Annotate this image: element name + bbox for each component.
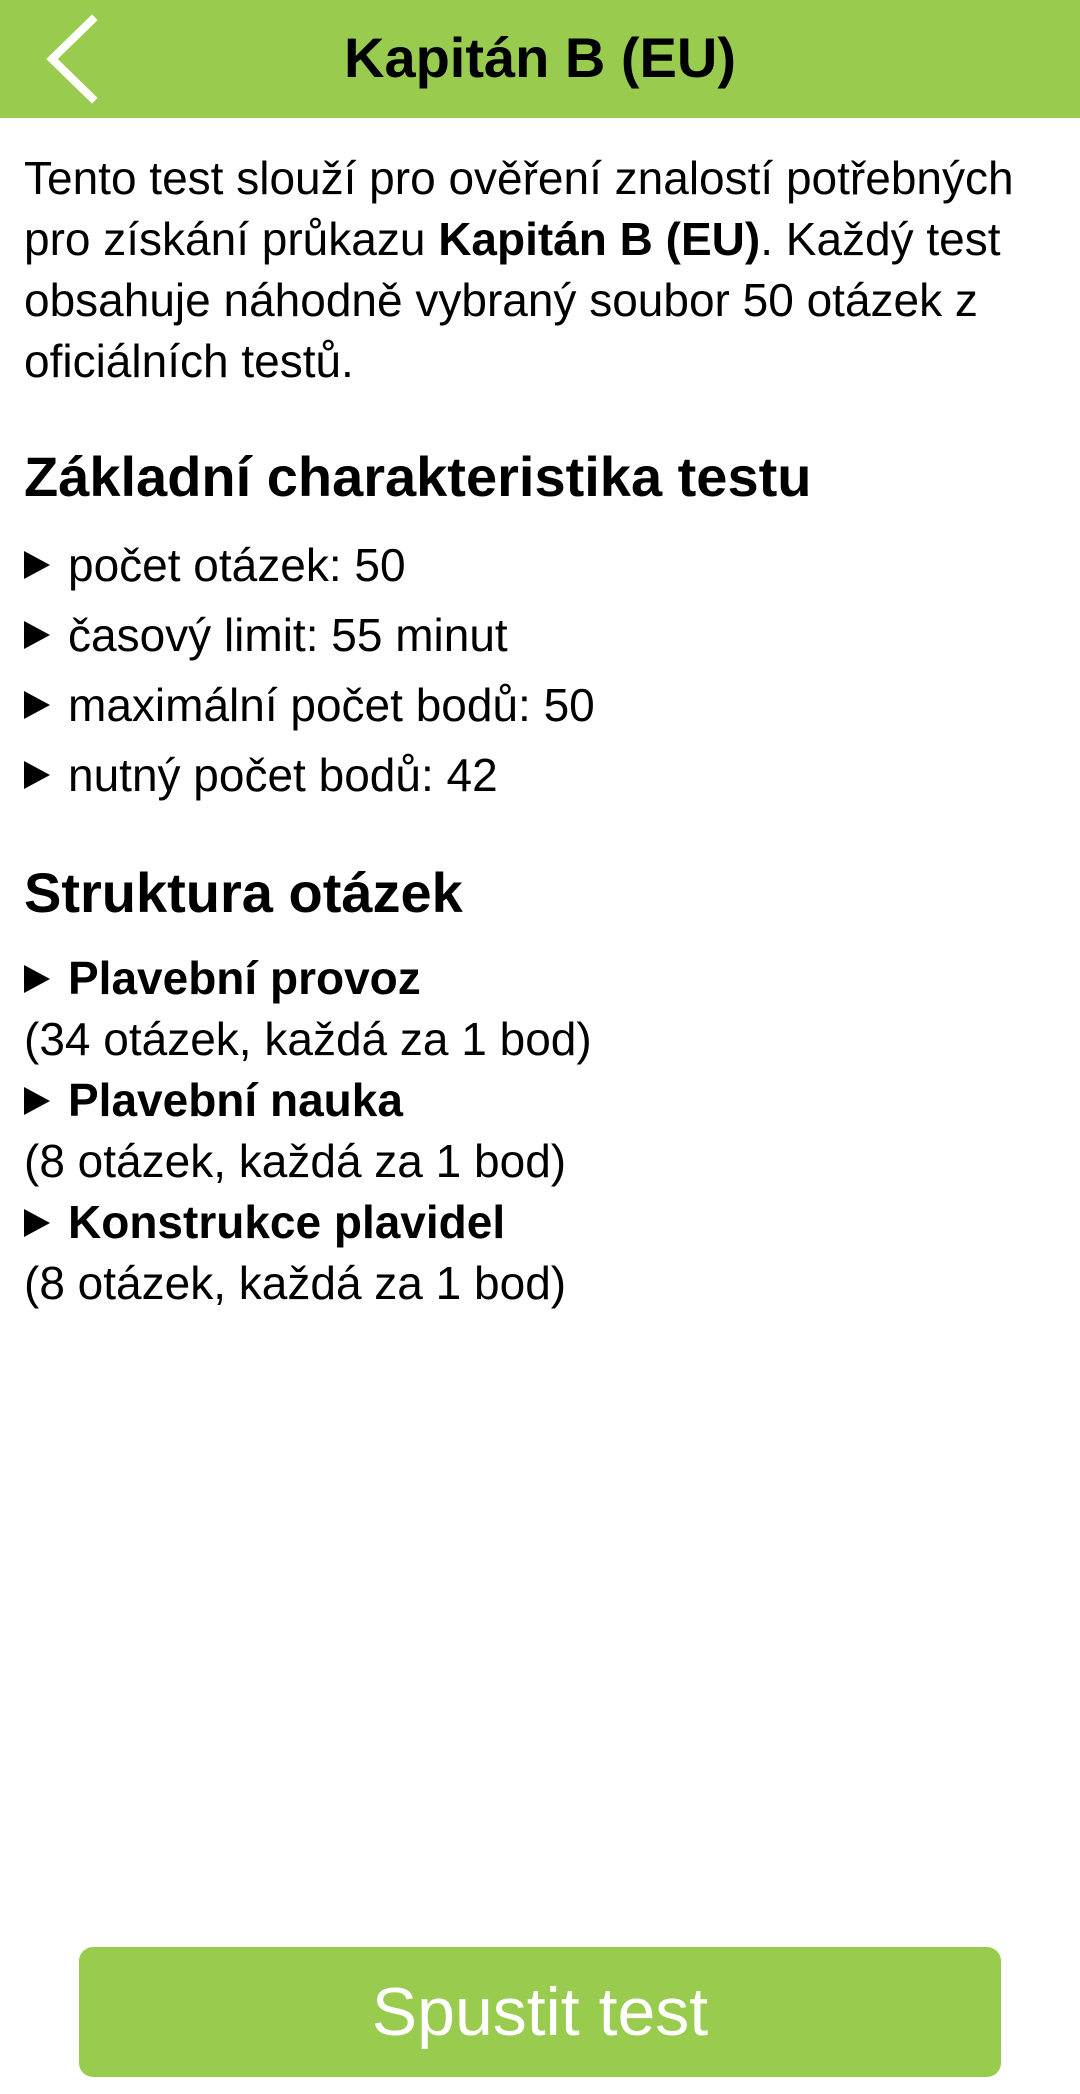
characteristics-list <box>24 530 1054 810</box>
structure-item-detail: (34 otázek, každá za 1 bod) <box>24 1013 592 1065</box>
structure-item-detail: (8 otázek, každá za 1 bod) <box>24 1257 567 1309</box>
structure-item-name <box>24 1192 1054 1253</box>
characteristic-text: počet otázek: 50 <box>68 539 406 591</box>
structure-item-name <box>24 948 1054 1009</box>
structure-item <box>24 1070 1054 1192</box>
structure-name-text: Plavební nauka <box>68 1074 403 1126</box>
characteristic-text: časový limit: 55 minut <box>68 609 508 661</box>
bullet-triangle-icon <box>24 551 50 579</box>
bullet-triangle-icon <box>24 1209 50 1237</box>
app-header <box>0 0 1080 118</box>
bullet-triangle-icon <box>24 621 50 649</box>
bullet-triangle-icon <box>24 965 50 993</box>
bullet-triangle-icon <box>24 1087 50 1115</box>
structure-item <box>24 1192 1054 1314</box>
characteristic-item <box>24 530 1054 600</box>
test-info-content <box>24 148 1054 1314</box>
structure-item-name <box>24 1070 1054 1131</box>
structure-name-text: Plavební provoz <box>68 952 421 1004</box>
bullet-triangle-icon <box>24 691 50 719</box>
intro-paragraph <box>24 148 1054 392</box>
structure-name-text: Konstrukce plavidel <box>68 1196 506 1248</box>
characteristic-item <box>24 600 1054 670</box>
characteristics-heading: Základní charakteristika testu <box>24 445 812 508</box>
bullet-triangle-icon <box>24 761 50 789</box>
start-test-button[interactable]: Spustit test <box>79 1947 1001 2077</box>
characteristic-item <box>24 740 1054 810</box>
structure-heading: Struktura otázek <box>24 861 463 924</box>
intro-text-end: . Každý test obsahuje náhodně vybraný soubor 50 otázek z oficiálních testů. <box>24 213 1001 387</box>
intro-text-start: Tento test slouží pro ověření znalostí potřebných pro získání průkazu <box>24 152 1014 265</box>
characteristic-item <box>24 670 1054 740</box>
characteristic-text: maximální počet bodů: 50 <box>68 679 595 731</box>
structure-item-detail: (8 otázek, každá za 1 bod) <box>24 1135 567 1187</box>
page-title: Kapitán B (EU) <box>344 26 736 89</box>
intro-license-name: Kapitán B (EU) <box>438 213 761 265</box>
structure-list <box>24 948 1054 1314</box>
structure-item <box>24 948 1054 1070</box>
characteristic-text: nutný počet bodů: 42 <box>68 749 498 801</box>
